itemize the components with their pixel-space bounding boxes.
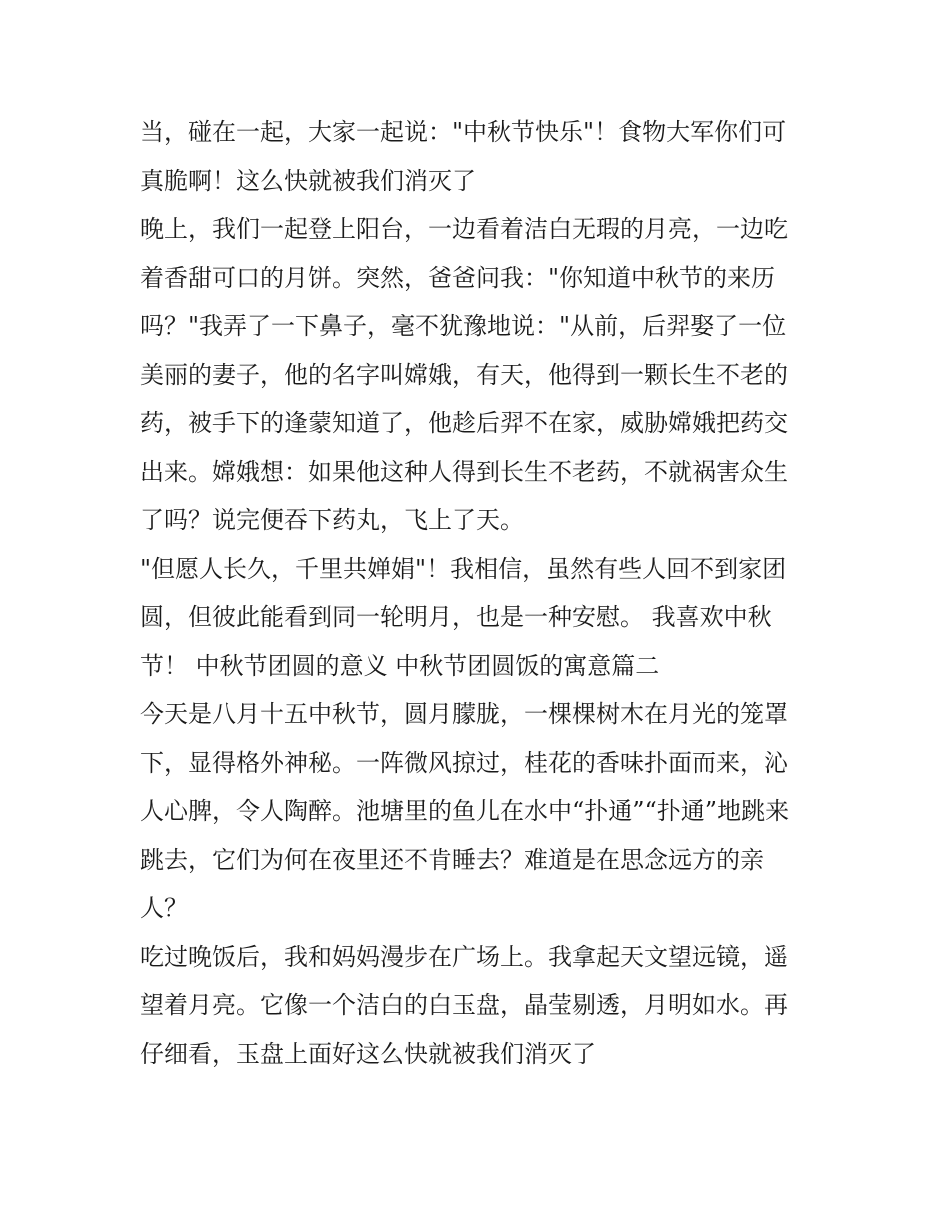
text-line: 吗？"我弄了一下鼻子，毫不犹豫地说："从前，后羿娶了一位 — [140, 312, 787, 340]
text-line: 晚上，我们一起登上阳台，一边看着洁白无瑕的月亮，一边吃 — [140, 215, 788, 243]
text-line: 人心脾，令人陶醉。池塘里的鱼儿在水中“扑通”“扑通”地跳来 — [140, 797, 790, 825]
text-line: 圆，但彼此能看到同一轮明月，也是一种安慰。 我喜欢中秋 — [140, 603, 772, 631]
text-line: 吃过晚饭后，我和妈妈漫步在广场上。我拿起天文望远镜，遥 — [140, 942, 788, 971]
document-body — [140, 108, 830, 1078]
text-line: 当，碰在一起，大家一起说："中秋节快乐"！食物大军你们可 — [140, 118, 787, 146]
text-line: 美丽的妻子，他的名字叫嫦娥，有天，他得到一颗长生不老的 — [140, 360, 788, 389]
text-line: 节！ 中秋节团圆的意义 中秋节团圆饭的寓意篇二 — [140, 651, 660, 680]
text-line: "但愿人长久，千里共婵娟"！我相信，虽然有些人回不到家团 — [140, 554, 787, 583]
text-line: 了吗？说完便吞下药丸，飞上了天。 — [140, 506, 524, 534]
text-line: 药，被手下的逢蒙知道了，他趁后羿不在家，威胁嫦娥把药交 — [140, 409, 788, 437]
text-line: 下，显得格外神秘。一阵微风掠过，桂花的香味扑面而来，沁 — [140, 748, 788, 777]
text-line: 出来。嫦娥想：如果他这种人得到长生不老药，不就祸害众生 — [140, 457, 788, 486]
text-line: 仔细看，玉盘上面好这么快就被我们消灭了 — [140, 1039, 596, 1068]
text-line: 今天是八月十五中秋节，圆月朦胧，一棵棵树木在月光的笼罩 — [140, 700, 788, 728]
text-line: 着香甜可口的月饼。突然，爸爸问我："你知道中秋节的来历 — [140, 263, 776, 292]
text-line: 人？ — [140, 894, 188, 922]
text-line: 望着月亮。它像一个洁白的白玉盘，晶莹剔透，月明如水。再 — [140, 991, 788, 1019]
text-line: 跳去，它们为何在夜里还不肯睡去？难道是在思念远方的亲 — [140, 845, 764, 874]
text-line: 真脆啊！这么快就被我们消灭了 — [140, 166, 476, 195]
